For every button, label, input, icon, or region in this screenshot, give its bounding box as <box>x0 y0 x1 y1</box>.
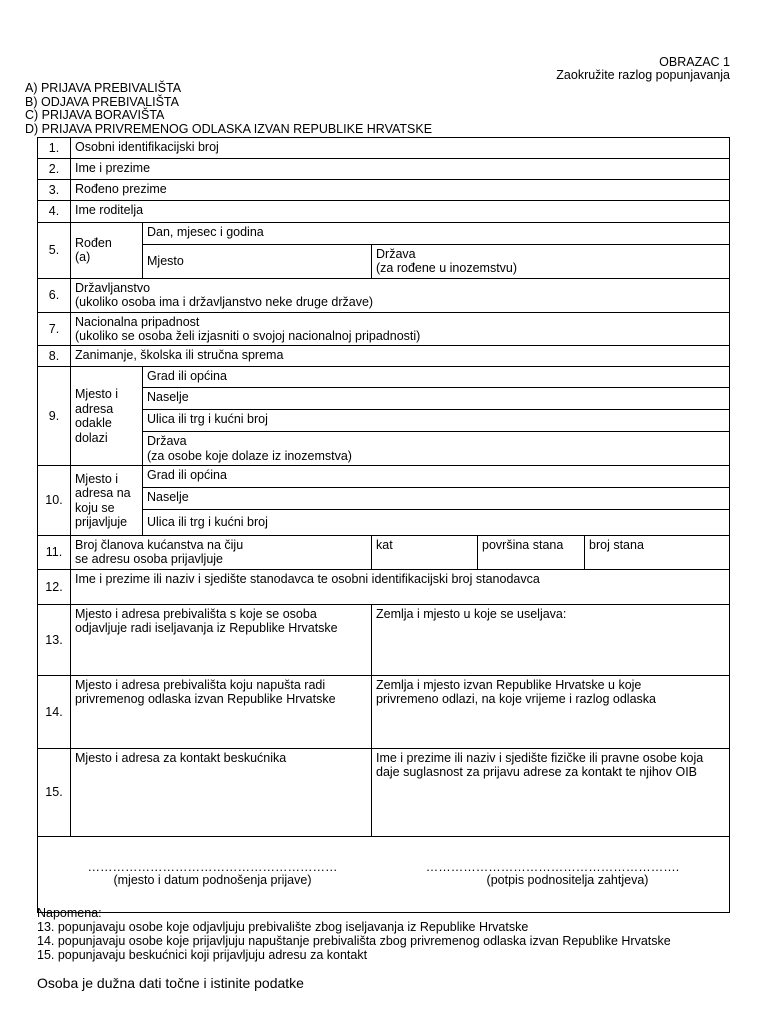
to-address-label: Mjesto i adresa na koju se prijavljuje <box>71 466 143 536</box>
row-14 <box>38 675 730 748</box>
nationality-field[interactable]: Nacionalna pripadnost (ukoliko se osoba želi izjasniti o svojoj nacionalnoj pripadnosti) <box>71 312 730 346</box>
from-address-label: Mjesto i adresa odakle dolazi <box>71 367 143 466</box>
from-settlement-field[interactable]: Naselje <box>143 388 730 410</box>
row-number: 11. <box>38 536 71 570</box>
household-members-field[interactable]: Broj članova kućanstva na čiju se adresu osoba prijavljuje <box>71 536 372 570</box>
floor-field[interactable]: kat <box>372 536 478 570</box>
registration-form-table <box>37 137 730 913</box>
birth-date-field[interactable] <box>143 223 730 245</box>
to-settlement-field[interactable]: Naselje <box>143 488 730 510</box>
option-b: B) ODJAVA PREBIVALIŠTA <box>25 95 179 109</box>
note-13: 13. popunjavaju osobe koje odjavljuju prebivalište zbog iseljavanja iz Republike Hrvatske <box>37 920 529 934</box>
row-number: 13. <box>38 604 71 675</box>
row-number: 15. <box>38 748 71 836</box>
row-number: 2. <box>38 159 71 180</box>
oib-field[interactable] <box>71 138 730 159</box>
place-date-caption: (mjesto i datum podnošenja prijave) <box>113 873 312 887</box>
row-number: 5. <box>38 223 71 279</box>
field-label: Ime roditelja <box>75 203 144 217</box>
option-a: A) PRIJAVA PREBIVALIŠTA <box>25 81 182 95</box>
temporary-destination-field[interactable]: Zemlja i mjesto izvan Republike Hrvatske u koje privremeno odlazi, na koje vrijeme i razlog odlaska <box>372 675 730 748</box>
row-9a <box>38 367 730 388</box>
emigration-address-field[interactable]: Mjesto i adresa prebivališta s koje se osoba odjavljuje radi iseljavanja iz Republike Hrvatske <box>71 604 372 675</box>
row-number: 10. <box>38 466 71 536</box>
birth-country-field[interactable]: Država (za rođene u inozemstvu) <box>372 245 730 279</box>
field-label: Zanimanje, školska ili stručna sprema <box>75 348 284 363</box>
from-country-field[interactable]: Država (za osobe koje dolaze iz inozemstva) <box>143 432 730 466</box>
row-15 <box>38 748 730 836</box>
row-number: 7. <box>38 312 71 346</box>
notes <box>37 906 671 962</box>
landlord-field[interactable] <box>71 569 730 604</box>
consent-person-field[interactable]: Ime i prezime ili naziv i sjedište fizičke ili pravne osobe koja daje suglasnost za prijavu adrese za kontakt te njihov OIB <box>372 748 730 836</box>
row-6 <box>38 278 730 312</box>
place-date-dots[interactable]: …………………………………………………… <box>87 860 338 874</box>
occupation-field[interactable] <box>71 346 730 367</box>
field-label: Mjesto <box>147 254 184 269</box>
row-2 <box>38 159 730 180</box>
form-instruction: Zaokružite razlog popunjavanja <box>556 68 730 82</box>
citizenship-field[interactable]: Državljanstvo (ukoliko osoba ima i državljanstvo neke druge države) <box>71 278 730 312</box>
field-label: Dan, mjesec i godina <box>147 225 264 239</box>
parent-name-field[interactable] <box>71 201 730 223</box>
row-number: 6. <box>38 278 71 312</box>
row-number: 12. <box>38 569 71 604</box>
row-4 <box>38 201 730 223</box>
born-label: Rođen (a) <box>71 223 143 279</box>
note-14: 14. popunjavaju osobe koje prijavljuju napuštanje prebivališta zbog privremenog odlaska izvan Republike Hrvatske <box>37 934 671 948</box>
row-13 <box>38 604 730 675</box>
to-street-field[interactable]: Ulica ili trg i kućni broj <box>143 510 730 536</box>
row-11 <box>38 536 730 570</box>
option-d: D) PRIJAVA PRIVREMENOG ODLASKA IZVAN REPUBLIKE HRVATSKE <box>25 122 433 136</box>
row-number: 9. <box>38 367 71 466</box>
to-city-field[interactable]: Grad ili općina <box>143 466 730 488</box>
notes-title: Napomena: <box>37 906 102 920</box>
birth-place-field[interactable] <box>143 245 372 279</box>
row-10a <box>38 466 730 488</box>
apartment-number-field[interactable]: broj stana <box>585 536 730 570</box>
row-3 <box>38 180 730 201</box>
row-7 <box>38 312 730 346</box>
name-field[interactable] <box>71 159 730 180</box>
signature-caption: (potpis podnositelja zahtjeva) <box>486 873 649 887</box>
row-number: 3. <box>38 180 71 201</box>
field-label: Rođeno prezime <box>75 182 167 196</box>
row-number: 1. <box>38 138 71 159</box>
row-8 <box>38 346 730 367</box>
field-label: Osobni identifikacijski broj <box>75 140 219 154</box>
row-number: 14. <box>38 675 71 748</box>
area-field[interactable]: površina stana <box>478 536 585 570</box>
row-5a <box>38 223 730 245</box>
from-street-field[interactable]: Ulica ili trg i kućni broj <box>143 410 730 432</box>
form-code: OBRAZAC 1 <box>659 55 730 69</box>
signature-dots[interactable]: ……………………………………………………. <box>425 860 680 874</box>
row-1 <box>38 138 730 159</box>
from-city-field[interactable]: Grad ili općina <box>143 367 730 388</box>
immigration-country-field[interactable]: Zemlja i mjesto u koje se useljava: <box>372 604 730 675</box>
row-number: 4. <box>38 201 71 223</box>
homeless-contact-field[interactable]: Mjesto i adresa za kontakt beskućnika <box>71 748 372 836</box>
row-12 <box>38 569 730 604</box>
row-number: 8. <box>38 346 71 367</box>
option-c: C) PRIJAVA BORAVIŠTA <box>25 108 165 122</box>
field-label: Ime i prezime <box>75 161 151 175</box>
note-15: 15. popunjavaju beskućnici koji prijavljuju adresu za kontakt <box>37 948 368 962</box>
temporary-leave-address-field[interactable]: Mjesto i adresa prebivališta koju napušta radi privremenog odlaska izvan Republike Hrvatske <box>71 675 372 748</box>
footer-statement: Osoba je dužna dati točne i istinite podatke <box>37 975 304 991</box>
birth-surname-field[interactable] <box>71 180 730 201</box>
field-label: Ime i prezime ili naziv i sjedište stanodavca te osobni identifikacijski broj stanodavca <box>75 571 540 586</box>
